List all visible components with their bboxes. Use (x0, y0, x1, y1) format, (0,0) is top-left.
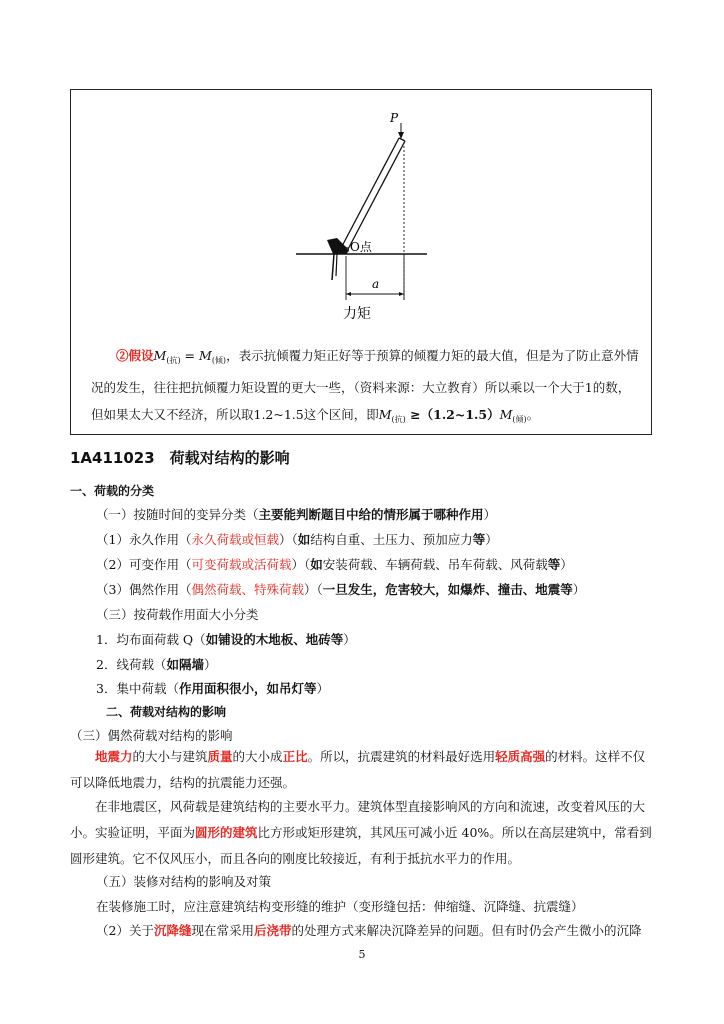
m-symbol: M (153, 348, 167, 363)
accidental-action-line: （3）偶然作用（偶然荷载、特殊荷载）（一旦发生，危害较大，如爆炸、撞击、地震等） (96, 582, 586, 597)
permanent-action-line: （1）永久作用（永久荷载或恒载）（如结构自重、土压力、预加应力等） (96, 532, 498, 547)
pivot-label: O点 (350, 240, 372, 254)
box-paragraph (91, 342, 639, 433)
arm-arrow-left (346, 292, 351, 296)
accidental-effect-subtitle: （三）偶然荷载对结构的影响 (70, 728, 233, 743)
load-effect-title: 二、荷载对结构的影响 (106, 705, 227, 719)
pole-left-edge (340, 138, 399, 250)
box-text: ，表示抗倾覆力矩正好等于预算的倾覆力矩的最大值，但是为了防止意外情况的发生，往往把抗倾覆力矩设置的更大一些，（资料来源：大立教育）所以乘以一个大于1的数，但如果太大又不经济，所以取1.2~1.5这个区间，即 (91, 348, 639, 422)
pole-right-edge (346, 141, 405, 253)
arm-arrow-right (399, 292, 404, 296)
uniform-load-line: 1．均布面荷载 Q（如铺设的木地板、地砖等） (96, 632, 356, 647)
line-load-line: 2．线荷载（如隔墙） (96, 657, 217, 672)
settlement-joint-line: （2）关于沉降缝现在常采用后浇带的处理方式来解决沉降差异的问题。但有时仍会产生微小的沉降 (96, 923, 642, 938)
box-end: 。 (526, 407, 540, 422)
moment-diagram (71, 90, 653, 330)
concentrated-load-line: 3．集中荷载（作用面积很小，如吊灯等） (96, 681, 329, 696)
m-symbol-4: M (499, 407, 513, 422)
section-heading: 1A411023 荷载对结构的影响 (70, 449, 290, 467)
time-variation-line: （一）按随时间的变异分类（主要能判断题目中给的情形属于哪种作用） (96, 507, 497, 522)
range-formula: ≥（1.2~1.5） (405, 407, 500, 422)
earthquake-paragraph: 地震力的大小与建筑质量的大小成正比。所以，抗震建筑的材料最好选用轻质高强的材料。这样不仅可以降低地震力，结构的抗震能力还强。 (70, 749, 646, 790)
variable-action-line: （2）可变作用（可变荷载或活荷载）（如安装荷载、车辆荷载、吊车荷载、风荷载等） (96, 557, 573, 572)
page-number: 5 (358, 948, 366, 961)
sub-kang: (抗) (166, 356, 181, 365)
pole-top-cap (399, 138, 405, 141)
decoration-joint-line: 在装修施工时，应注意建筑结构变形缝的维护（变形缝包括：伸缩缝、沉降缝、抗震缝） (96, 899, 584, 914)
sub-kang-2: (抗) (391, 415, 406, 424)
force-label: P (390, 111, 399, 125)
equals-sign: = (180, 348, 199, 363)
assumption-lead: ②假设 (116, 348, 154, 363)
load-classification-title: 一、荷载的分类 (70, 484, 155, 498)
anchor-bolt (332, 254, 334, 280)
figure-box (70, 89, 652, 435)
m-symbol-3: M (378, 407, 392, 422)
anchor-bolt-2 (336, 254, 337, 276)
area-classification-line: （三）按荷载作用面大小分类 (96, 607, 259, 622)
arm-label: a (372, 277, 380, 291)
sub-qing-2: (倾) (512, 415, 527, 424)
m-symbol-2: M (199, 348, 212, 363)
figure-caption: 力矩 (343, 306, 371, 322)
wind-paragraph: 在非地震区，风荷载是建筑结构的主要水平力。建筑体型直接影响风的方向和流速，改变着风压的大小。实验证明，平面为圆形的建筑比方形或矩形建筑，其风压可减小近 40%。所以在高层建筑中，常看到圆形建筑。它不仅风压小，而且各向的刚度比较接近，有利于抵抗水平力的作用。 (70, 799, 652, 866)
sub-qing: (倾) (211, 356, 227, 365)
decoration-subtitle: （五）装修对结构的影响及对策 (96, 874, 272, 889)
